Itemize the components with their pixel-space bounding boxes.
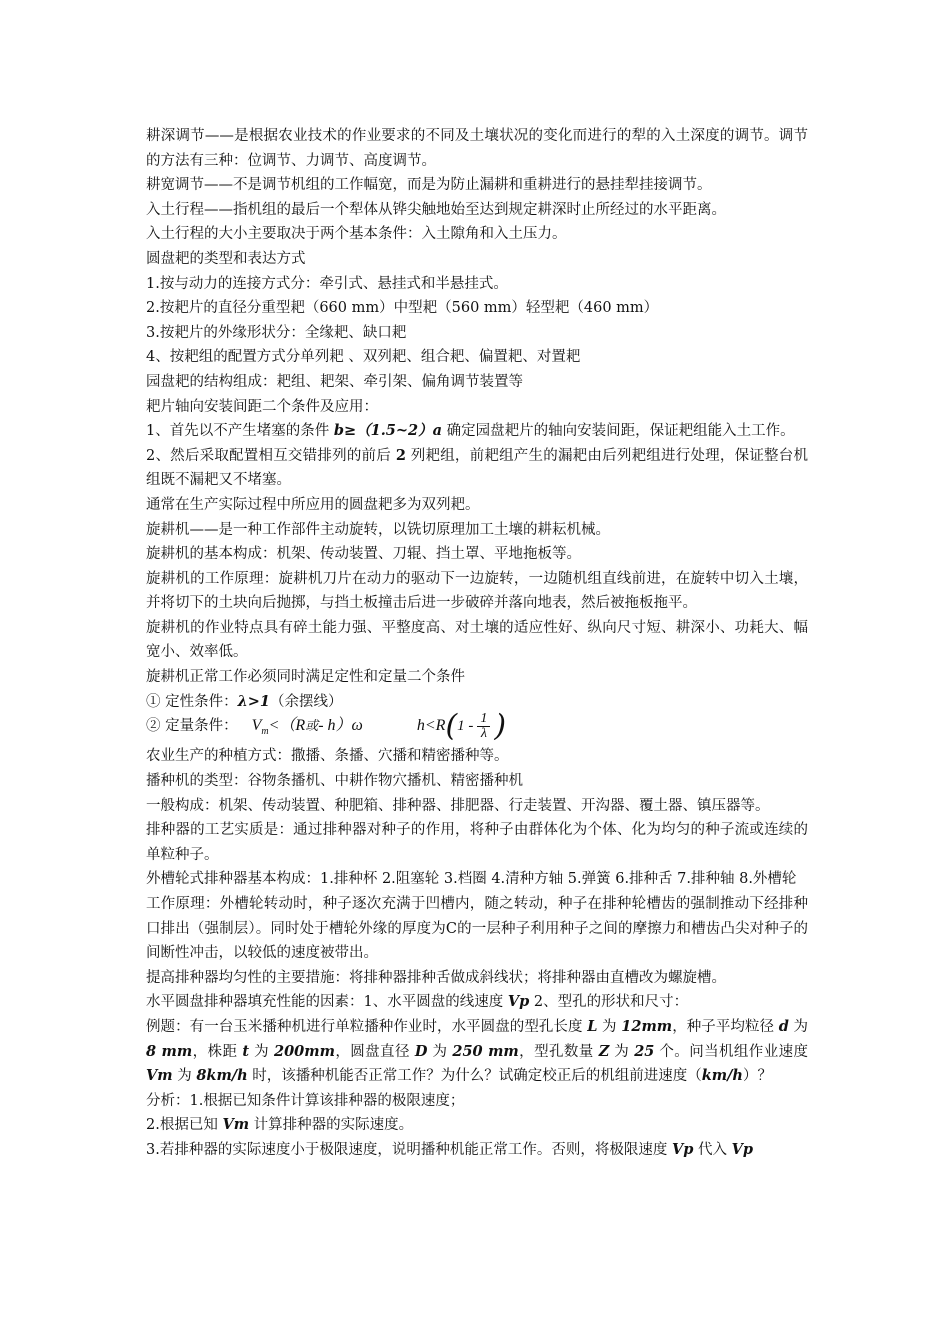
paragraph-analysis-2 bbox=[146, 1113, 808, 1138]
paragraph-analysis-1: 分析：1.根据已知条件计算该排种器的极限速度； bbox=[146, 1092, 465, 1109]
variable: d bbox=[778, 1017, 789, 1035]
variable: Vp bbox=[671, 1140, 694, 1158]
text-run: 1、首先以不产生堵塞的条件 bbox=[146, 423, 334, 440]
paragraph-fluted-feed-principle: 工作原理：外槽轮转动时，种子逐次充满于凹槽内，随之转动，种子在排种轮槽齿的强制推动下经排种口排出（强制层）。同时处于槽轮外缘的厚度为C的一层种子利用种子之间的摩擦力和槽齿凸尖对种子的间断性冲击，以较低的速度被带出。 bbox=[146, 896, 808, 962]
text-run: 为 bbox=[788, 1018, 809, 1035]
text-run: 为 bbox=[427, 1043, 453, 1060]
paragraph-uniformity-measures: 提高排种器均匀性的主要措施：将排种器排种舌做成斜线状；将排种器由直槽改为螺旋槽。 bbox=[146, 969, 726, 986]
paragraph-rotary-tiller-conditions: 旋耕机正常工作必须同时满足定性和定量二个条件 bbox=[146, 669, 465, 686]
value: 8 mm bbox=[146, 1042, 193, 1060]
paragraph-quantitative-condition bbox=[146, 708, 808, 747]
paragraph-disc-filling-factors bbox=[146, 990, 808, 1015]
text-run: ，圆盘直径 bbox=[334, 1043, 415, 1060]
paragraph-rotary-tiller-def: 旋耕机——是一种工作部件主动旋转，以铣切原理加工土壤的耕耘机械。 bbox=[146, 521, 610, 538]
variable: Z bbox=[598, 1042, 610, 1060]
text-run: ② 定量条件： bbox=[146, 718, 238, 735]
paragraph-rotary-tiller-principle: 旋耕机的工作原理：旋耕机刀片在动力的驱动下一边旋转，一边随机组直线前进，在旋转中切入土壤，并将切下的土块向后抛掷，与挡土板撞击后进一步破碎并落向地表，然后被拖板拖平。 bbox=[146, 570, 808, 612]
paragraph-double-row: 通常在生产实际过程中所应用的圆盘耙多为双列耙。 bbox=[146, 496, 480, 513]
paragraph-harrow-structure: 园盘耙的结构组成：耙组、耙架、牵引架、偏角调节装置等 bbox=[146, 373, 523, 390]
formula-spacing: b≥（1.5~2）a bbox=[333, 422, 442, 440]
paragraph-spacing-condition-1 bbox=[146, 419, 808, 444]
paragraph-harrow-type-3: 3.按耙片的外缘形状分：全缘耙、缺口耙 bbox=[146, 324, 407, 341]
value: 200mm bbox=[273, 1042, 335, 1060]
paragraph-example-problem bbox=[146, 1015, 808, 1089]
value: 250 mm bbox=[452, 1042, 519, 1060]
paragraph-rotary-tiller-parts: 旋耕机的基本构成：机架、传动装置、刀辊、挡土罩、平地拖板等。 bbox=[146, 546, 581, 563]
text-run: 为 bbox=[609, 1043, 635, 1060]
variable: t bbox=[242, 1042, 250, 1060]
paragraph-seeder-types: 播种机的类型：谷物条播机、中耕作物穴播机、精密播种机 bbox=[146, 773, 523, 790]
text-run: 2.根据已知 bbox=[146, 1117, 223, 1134]
variable: Vp bbox=[731, 1140, 753, 1158]
value: 8km/h bbox=[196, 1067, 248, 1085]
paragraph-entry-conditions: 入土行程的大小主要取决于两个基本条件：入土隙角和入土压力。 bbox=[146, 226, 567, 243]
paragraph-fluted-feed-parts: 外槽轮式排种器基本构成：1.排种杯 2.阻塞轮 3.档圈 4.清种方轴 5.弹簧 6.排种舌 7.排种轴 8.外槽轮 bbox=[146, 871, 797, 888]
paragraph-harrow-spacing: 耙片轴向安装间距二个条件及应用： bbox=[146, 398, 378, 415]
paragraph-spacing-condition-2 bbox=[146, 444, 808, 493]
text-run: ，型孔数量 bbox=[518, 1043, 599, 1060]
text-run: 个。问当机组作业速度 bbox=[654, 1043, 809, 1060]
text-run: 水平圆盘排种器填充性能的因素：1、水平圆盘的线速度 bbox=[146, 994, 508, 1011]
formula-depth: h<R(1 - $\frac{1}{\lambda}$ ) bbox=[416, 708, 507, 744]
text-run: 确定园盘耙片的轴向安装间距，保证耙组能入土工作。 bbox=[442, 423, 795, 440]
variable: D bbox=[414, 1042, 428, 1060]
paragraph-rotary-tiller-features: 旋耕机的作业特点具有碎土能力强、平整度高、对土壤的适应性好、纵向尺寸短、耕深小、功耗大、幅宽小、效率低。 bbox=[146, 619, 808, 661]
paragraph-tillage-width: 耕宽调节——不是调节机组的工作幅宽，而是为防止漏耕和重耕进行的悬挂犁挂接调节。 bbox=[146, 177, 712, 194]
paragraph-metering-essence: 排种器的工艺实质是：通过排种器对种子的作用，将种子由群体化为个体、化为均匀的种子流或连续的单粒种子。 bbox=[146, 822, 808, 863]
value: 25 bbox=[634, 1042, 655, 1060]
unit: km/h bbox=[701, 1067, 743, 1085]
variable: Vm bbox=[222, 1116, 250, 1134]
text-run: 代入 bbox=[693, 1141, 732, 1158]
text-run: 2、型孔的形状和尺寸： bbox=[529, 994, 689, 1011]
formula-velocity: $V_m<(R$或- h）ω bbox=[251, 717, 363, 738]
bold-number: 2 bbox=[395, 446, 406, 464]
paragraph-general-structure: 一般构成：机架、传动装置、种肥箱、排种器、排肥器、行走装置、开沟器、覆土器、镇压器等。 bbox=[146, 797, 770, 814]
text-run: 时，该播种机能否正常工作？为什么？试确定校正后的机组前进速度（ bbox=[247, 1068, 702, 1085]
text-run: ）？ bbox=[742, 1068, 772, 1085]
variable: L bbox=[587, 1017, 598, 1035]
formula-lambda: λ>1 bbox=[237, 692, 271, 710]
text-run: ，株距 bbox=[192, 1043, 243, 1060]
variable-vp: Vp bbox=[507, 993, 530, 1011]
text-run: 2、然后采取配置相互交错排列的前后 bbox=[146, 447, 396, 464]
text-run: ① 定性条件： bbox=[146, 693, 238, 710]
paragraph-planting-methods: 农业生产的种植方式：撒播、条播、穴播和精密播种等。 bbox=[146, 748, 509, 765]
text-run: （余摆线） bbox=[270, 693, 343, 710]
paragraph-tillage-depth: 耕深调节——是根据农业技术的作业要求的不同及土壤状况的变化而进行的犁的入土深度的调节。调节的方法有三种：位调节、力调节、高度调节。 bbox=[146, 128, 808, 169]
heading-disc-harrow-types: 圆盘耙的类型和表达方式 bbox=[146, 250, 306, 267]
text-run: 为 bbox=[172, 1068, 197, 1085]
document-body bbox=[146, 124, 808, 1163]
value: 12mm bbox=[621, 1017, 673, 1035]
text-run: 3.若排种器的实际速度小于极限速度，说明播种机能正常工作。否则，将极限速度 bbox=[146, 1141, 672, 1158]
paragraph-harrow-type-4: 4、按耙组的配置方式分单列耙 、双列耙、组合耙、偏置耙、对置耙 bbox=[146, 349, 581, 366]
text-run: 为 bbox=[249, 1043, 274, 1060]
paragraph-harrow-type-2: 2.按耙片的直径分重型耙（660 mm）中型耙（560 mm）轻型耙（460 mm） bbox=[146, 300, 659, 317]
text-run: 例题：有一台玉米播种机进行单粒播种作业时，水平圆盘的型孔长度 bbox=[146, 1018, 588, 1035]
text-run: 为 bbox=[597, 1018, 622, 1035]
paragraph-harrow-type-1: 1.按与动力的连接方式分：牵引式、悬挂式和半悬挂式。 bbox=[146, 275, 508, 292]
text-run: ，种子平均粒径 bbox=[672, 1018, 779, 1035]
text-run: 列耙组，前耙组产生的漏耙由后列耙组进行处理，保证整台机组既不漏耙又不堵塞。 bbox=[146, 447, 809, 489]
paragraph-analysis-3 bbox=[146, 1138, 808, 1163]
variable: Vm bbox=[146, 1067, 173, 1085]
text-run: 计算排种器的实际速度。 bbox=[249, 1117, 414, 1134]
paragraph-entry-stroke: 入土行程——指机组的最后一个犁体从铧尖触地始至达到规定耕深时止所经过的水平距离。 bbox=[146, 201, 726, 218]
